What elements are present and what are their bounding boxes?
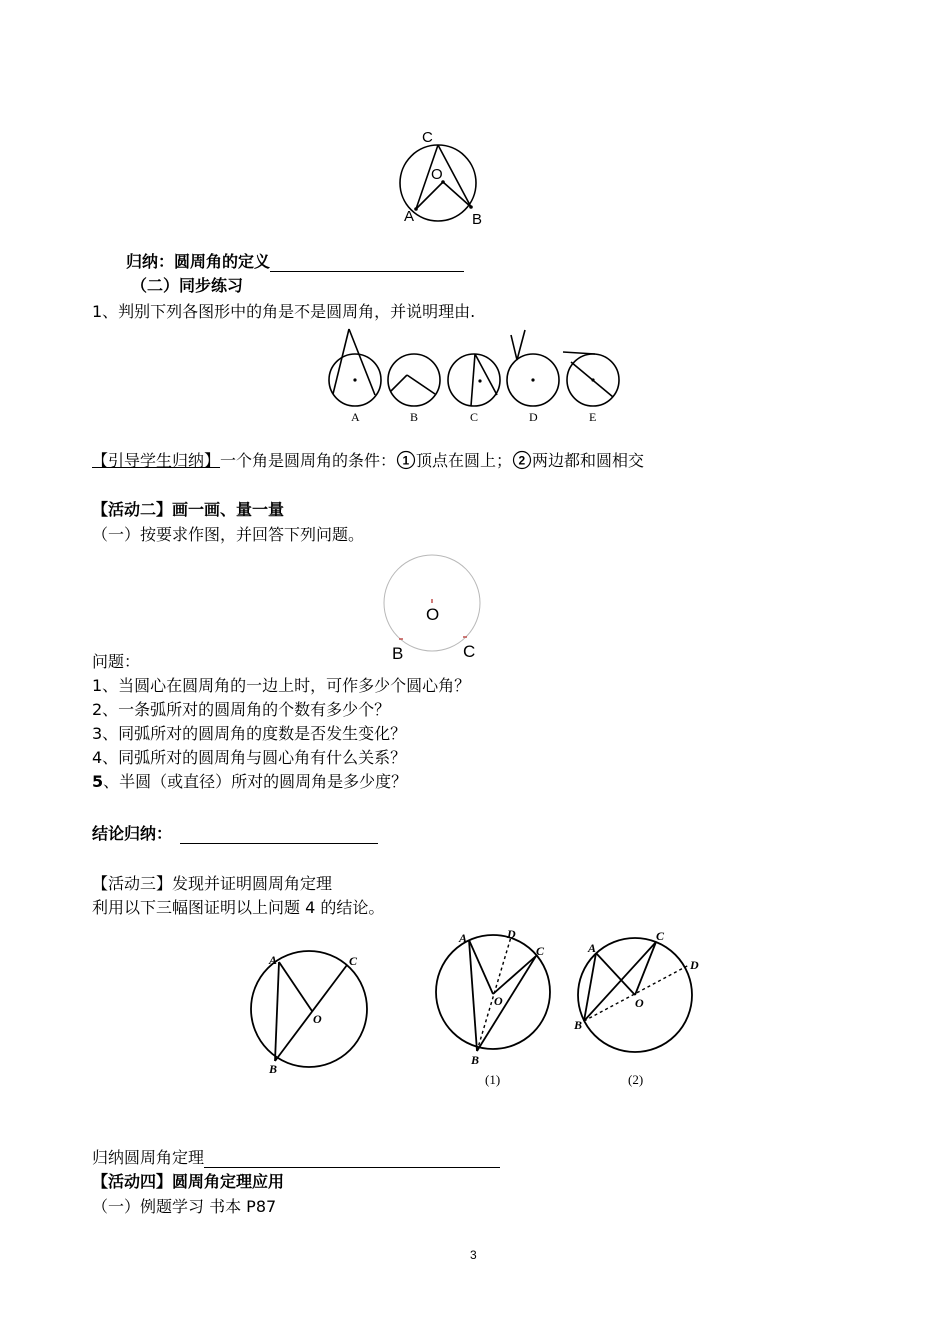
page-number: 3 <box>470 1248 477 1262</box>
circle-b <box>388 354 440 406</box>
question-item-2: 2、一条弧所对的圆周角的个数有多少个？ <box>92 700 391 719</box>
figure-theorem-case-2 <box>570 925 705 1090</box>
figure-drawing-circle <box>380 553 490 665</box>
condition-1: 顶点在圆上； <box>416 451 513 470</box>
label-o: O <box>635 996 644 1010</box>
activity-4-instruction: （一）例题学习 书本 P87 <box>92 1197 277 1216</box>
label-o: O <box>426 605 440 624</box>
label-b: B <box>269 1062 278 1076</box>
caption-b: B <box>410 410 419 424</box>
conclusion-blank[interactable] <box>180 827 378 844</box>
svg-text:1: 1 <box>402 453 410 468</box>
activity-4-heading: 【活动四】圆周角定理应用 <box>92 1172 285 1191</box>
caption-2: (2) <box>628 1072 644 1087</box>
label-c: C <box>422 129 433 146</box>
figure-theorem-case-1 <box>428 925 558 1090</box>
caption-e: E <box>589 410 597 424</box>
question-item-5-number: 5 <box>92 772 104 791</box>
svg-text:2: 2 <box>518 453 526 468</box>
question-item-3: 3、同弧所对的圆周角的度数是否发生变化？ <box>92 724 407 743</box>
label-a: A <box>404 208 415 225</box>
answer-blank[interactable] <box>270 255 464 272</box>
question-item-5-text: 、半圆（或直径）所对的圆周角是多少度？ <box>103 772 408 791</box>
radius-ob <box>443 182 471 207</box>
activity-3-instruction: 利用以下三幅图证明以上问题 4 的结论。 <box>92 898 385 917</box>
circle-a <box>329 329 381 406</box>
label-a: A <box>588 941 597 955</box>
question-1: 1、判别下列各图形中的角是不是圆周角，并说明理由. <box>92 302 476 321</box>
guide-tag: 【引导学生归纳】 <box>92 451 221 470</box>
circle-d <box>507 330 559 406</box>
label-o: O <box>494 994 503 1008</box>
label-c: C <box>536 944 545 958</box>
label-o: O <box>313 1012 322 1026</box>
conclusion <box>92 824 378 844</box>
circle-c <box>448 354 500 406</box>
activity-2-instruction: （一）按要求作图，并回答下列问题。 <box>92 525 365 544</box>
activity-2-heading: 【活动二】画一画、量一量 <box>92 500 285 519</box>
caption-1: (1) <box>485 1072 501 1087</box>
chord-cb <box>438 145 471 207</box>
label-d: D <box>690 958 699 972</box>
point-a <box>414 207 418 211</box>
figure-inscribed-angle <box>395 125 495 230</box>
section-heading: （二）同步练习 <box>131 276 244 295</box>
point-b <box>469 205 473 209</box>
figure-five-circles <box>325 325 630 430</box>
label-d: D <box>507 927 516 941</box>
question-item-1: 1、当圆心在圆周角的一边上时，可作多少个圆心角？ <box>92 676 471 695</box>
question-item-4: 4、同弧所对的圆周角与圆心角有什么关系？ <box>92 748 407 767</box>
label-b: B <box>471 1053 480 1067</box>
caption-c: C <box>470 410 479 424</box>
theorem-summary <box>92 1148 500 1168</box>
question-item-5 <box>92 772 407 792</box>
caption-a: A <box>351 410 360 424</box>
theorem-summary-label: 归纳圆周角定理 <box>92 1148 205 1167</box>
condition-2: 两边都和圆相交 <box>532 451 645 470</box>
label-a: A <box>459 931 468 945</box>
theorem-blank[interactable] <box>204 1151 500 1168</box>
figure-theorem-base <box>245 945 370 1080</box>
circled-number-1 <box>396 450 416 470</box>
conclusion-label: 结论归纳： <box>92 824 173 843</box>
guide-conditions <box>92 450 644 471</box>
label-b: B <box>392 644 404 663</box>
circled-number-2 <box>512 450 532 470</box>
label-c: C <box>463 642 476 661</box>
summary-definition <box>126 252 464 272</box>
questions-label: 问题： <box>92 652 141 671</box>
caption-d: D <box>529 410 538 424</box>
label-o: O <box>431 166 443 183</box>
label-a: A <box>269 953 278 967</box>
guide-text: 一个角是圆周角的条件： <box>220 451 397 470</box>
label-c: C <box>349 954 358 968</box>
label-b: B <box>472 211 483 228</box>
label-c: C <box>656 929 665 943</box>
circle-e <box>563 352 619 406</box>
label-b: B <box>574 1018 583 1032</box>
activity-3-heading: 【活动三】发现并证明圆周角定理 <box>92 874 333 893</box>
summary-definition-label: 归纳：圆周角的定义 <box>126 252 271 271</box>
